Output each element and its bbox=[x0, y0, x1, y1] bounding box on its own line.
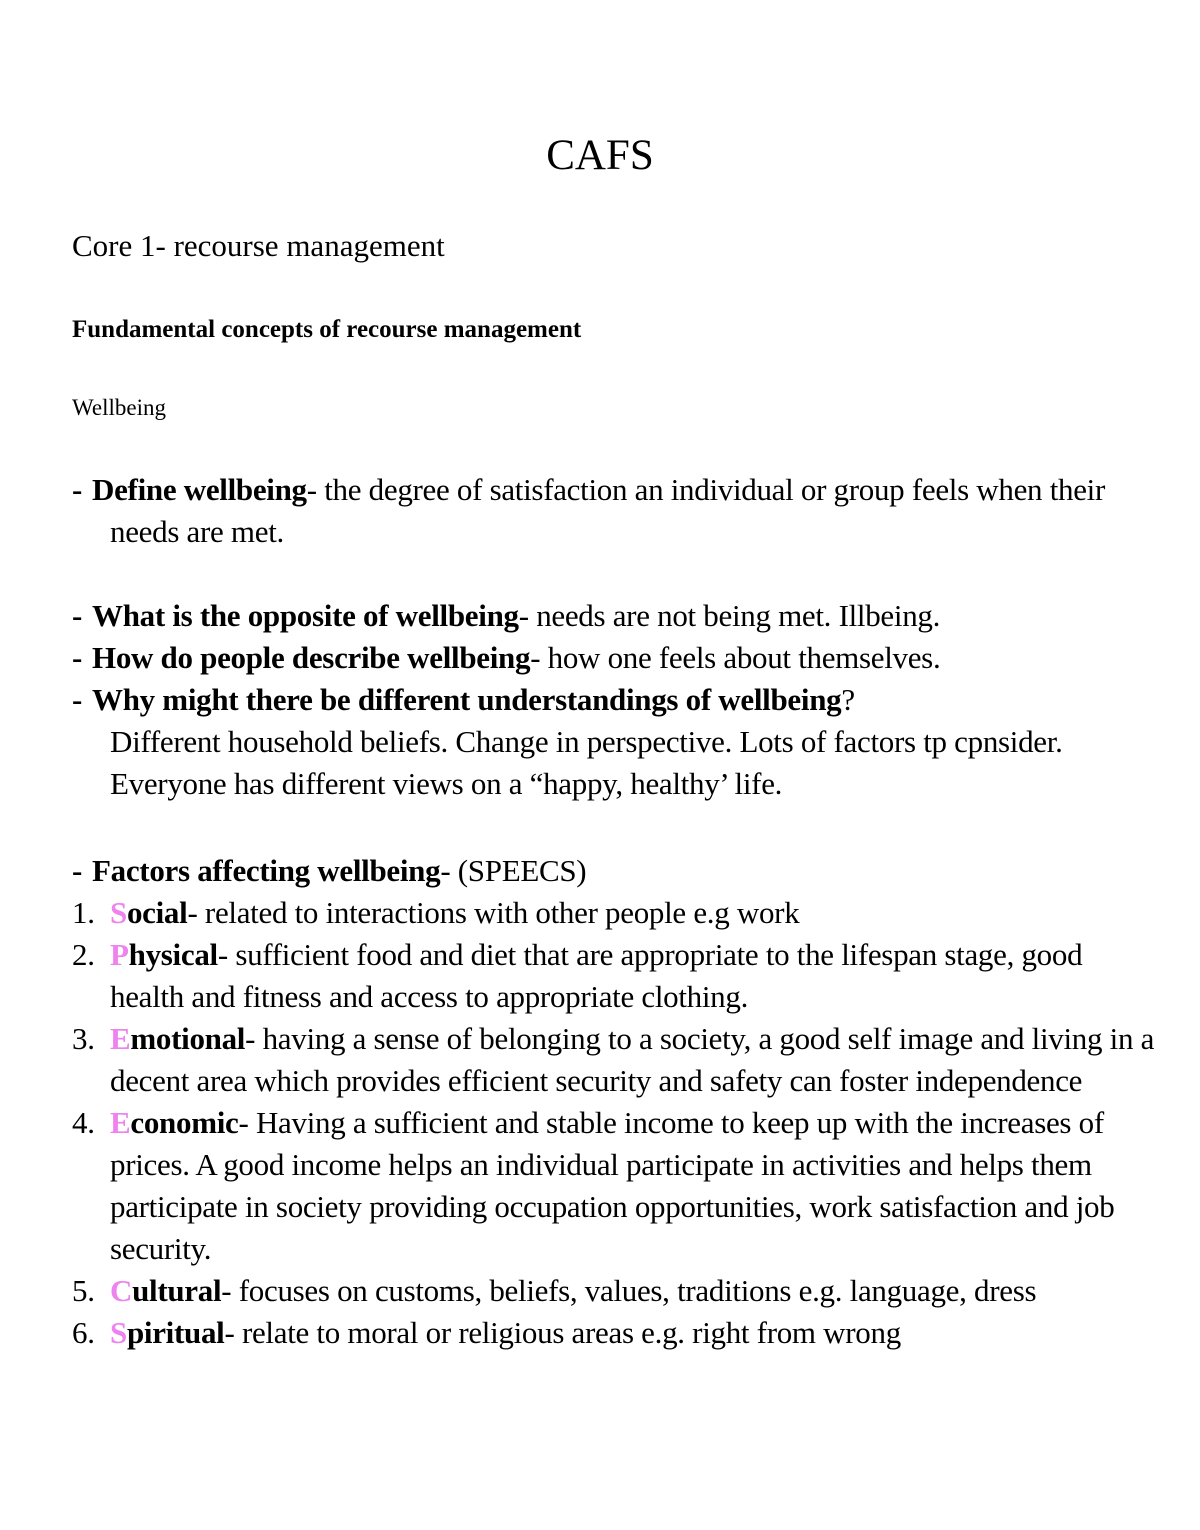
question-opposite bbox=[72, 595, 1162, 637]
question-item bbox=[72, 469, 1162, 553]
bullet-marker: - bbox=[72, 640, 90, 675]
factor-description: - focuses on customs, beliefs, values, traditions e.g. language, dress bbox=[221, 1273, 1037, 1308]
question-answer: - needs are not being met. Illbeing. bbox=[518, 598, 941, 633]
factor-initial: E bbox=[110, 1105, 131, 1140]
question-term: How do people describe wellbeing bbox=[92, 640, 531, 675]
core-heading: Core 1- recourse management bbox=[72, 228, 445, 263]
bullet-marker: - bbox=[72, 598, 90, 633]
bullet-marker: - bbox=[72, 472, 90, 507]
question-answer: - the degree of satisfaction an individual or group feels when their needs are met. bbox=[110, 472, 1106, 549]
factor-initial: P bbox=[110, 937, 129, 972]
question-group bbox=[72, 595, 1162, 805]
question-term: Factors affecting wellbeing bbox=[92, 853, 441, 888]
question-term: Define wellbeing bbox=[92, 472, 307, 507]
factor-description: - related to interactions with other people e.g work bbox=[187, 895, 800, 930]
bullet-marker: - bbox=[72, 853, 90, 888]
factor-number: 5. bbox=[72, 1273, 103, 1308]
factor-number: 2. bbox=[72, 937, 103, 972]
question-define bbox=[72, 469, 1162, 553]
factor-initial: E bbox=[110, 1021, 131, 1056]
factor-initial: C bbox=[110, 1273, 133, 1308]
factor-number: 4. bbox=[72, 1105, 103, 1140]
bullet-marker: - bbox=[72, 682, 90, 717]
factor-name: ocial bbox=[126, 895, 188, 930]
question-punct: ? bbox=[841, 682, 855, 717]
factor-name: ultural bbox=[132, 1273, 222, 1308]
topic-heading: Wellbeing bbox=[72, 395, 166, 420]
question-answer: - (SPEECS) bbox=[440, 853, 587, 888]
factor-description: - sufficient food and diet that are appropriate to the lifespan stage, good health and fitness and access to appropriate clothing. bbox=[110, 937, 1083, 1014]
question-understandings bbox=[72, 679, 1162, 805]
factor-item-cultural bbox=[72, 1270, 1162, 1312]
factor-description: - Having a sufficient and stable income to keep up with the increases of prices. A good income helps an individual participate in activities and helps them participate in society providing occupation opportunities, work satisfaction and job security. bbox=[110, 1105, 1115, 1266]
factor-item-social bbox=[72, 892, 1162, 934]
factor-item-economic bbox=[72, 1102, 1162, 1270]
factor-item-emotional bbox=[72, 1018, 1162, 1102]
factor-number: 6. bbox=[72, 1315, 103, 1350]
factor-description: - relate to moral or religious areas e.g. right from wrong bbox=[224, 1315, 901, 1350]
factor-number: 1. bbox=[72, 895, 103, 930]
factor-initial: S bbox=[110, 895, 127, 930]
factor-item-physical bbox=[72, 934, 1162, 1018]
factor-number: 3. bbox=[72, 1021, 103, 1056]
question-describe bbox=[72, 637, 1162, 679]
factor-name: piritual bbox=[126, 1315, 225, 1350]
document-title: CAFS bbox=[546, 132, 654, 179]
factor-name: hysical bbox=[128, 937, 218, 972]
factors-section bbox=[72, 850, 1162, 1354]
section-heading: Fundamental concepts of recourse management bbox=[72, 316, 582, 343]
question-factors bbox=[72, 850, 1162, 892]
question-term: Why might there be different understandings of wellbeing bbox=[92, 682, 842, 717]
factor-initial: S bbox=[110, 1315, 127, 1350]
question-answer: - how one feels about themselves. bbox=[530, 640, 941, 675]
factor-description: - having a sense of belonging to a society, a good self image and living in a decent area which provides efficient security and safety can foster independence bbox=[110, 1021, 1155, 1098]
question-term: What is the opposite of wellbeing bbox=[92, 598, 519, 633]
factor-item-spiritual bbox=[72, 1312, 1162, 1354]
factor-name: motional bbox=[130, 1021, 246, 1056]
question-answer: Different household beliefs. Change in perspective. Lots of factors tp cpnsider. Everyone has different views on a “happy, healthy’ life. bbox=[110, 724, 1063, 801]
factor-name: conomic bbox=[130, 1105, 239, 1140]
